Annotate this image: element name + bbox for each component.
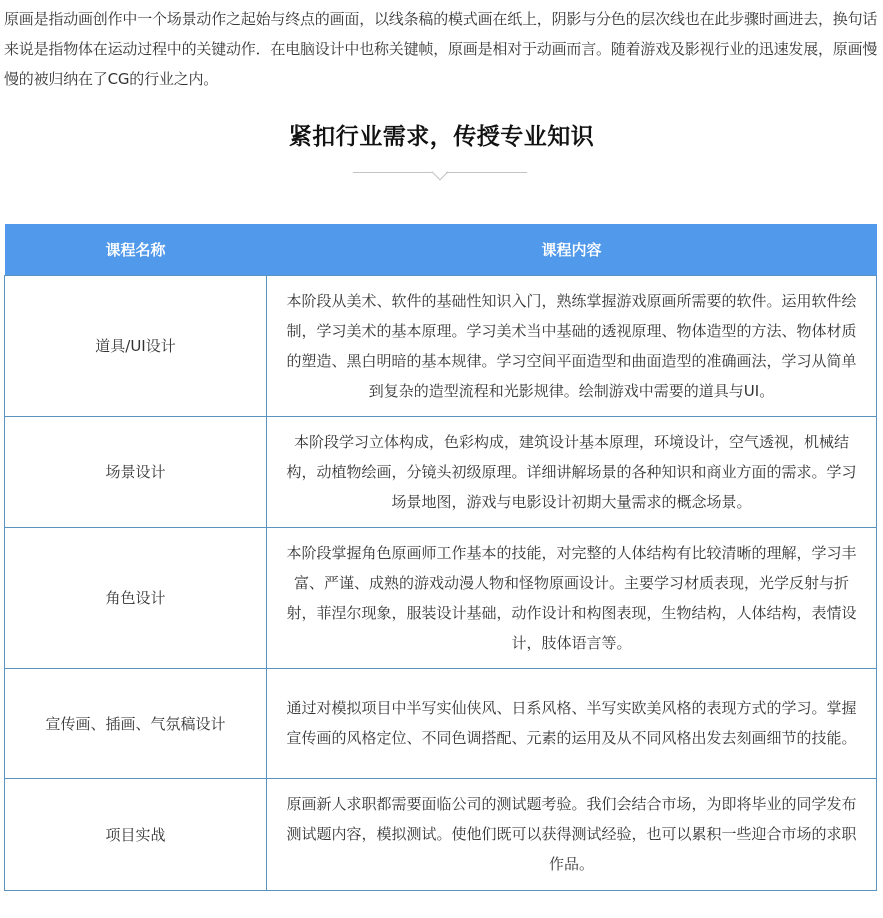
course-content-cell: 本阶段掌握角色原画师工作基本的技能，对完整的人体结构有比较清晰的理解，学习丰富、严谨、成熟的游戏动漫人物和怪物原画设计。主要学习材质表现，光学反射与折射，菲涅尔现象，服装设计基础，动作设计和构图表现，生物结构，人体结构，表情设计，肢体语言等。 xyxy=(267,527,877,668)
course-table xyxy=(4,224,877,891)
course-name-cell: 道具/UI设计 xyxy=(5,275,267,416)
course-name-cell: 角色设计 xyxy=(5,527,267,668)
table-row xyxy=(5,416,877,527)
header-course-name: 课程名称 xyxy=(5,224,267,275)
table-row xyxy=(5,668,877,778)
course-content-cell: 本阶段从美术、软件的基础性知识入门，熟练掌握游戏原画所需要的软件。运用软件绘制，学习美术的基本原理。学习美术当中基础的透视原理、物体造型的方法、物体材质的塑造、黑白明暗的基本规律。学习空间平面造型和曲面造型的准确画法，学习从简单到复杂的造型流程和光影规律。绘制游戏中需要的道具与UI。 xyxy=(267,275,877,416)
header-course-content: 课程内容 xyxy=(267,224,877,275)
course-content-cell: 原画新人求职都需要面临公司的测试题考验。我们会结合市场，为即将毕业的同学发布测试题内容，模拟测试。使他们既可以获得测试经验，也可以累积一些迎合市场的求职作品。 xyxy=(267,778,877,890)
title-divider xyxy=(353,172,527,184)
course-content-cell: 本阶段学习立体构成，色彩构成，建筑设计基本原理，环境设计，空气透视，机械结构，动植物绘画，分镜头初级原理。详细讲解场景的各种知识和商业方面的需求。学习场景地图，游戏与电影设计初期大量需求的概念场景。 xyxy=(267,416,877,527)
divider-line-right xyxy=(446,172,527,173)
course-name-cell: 场景设计 xyxy=(5,416,267,527)
table-row xyxy=(5,527,877,668)
divider-line-left xyxy=(353,172,434,173)
intro-paragraph: 原画是指动画创作中一个场景动作之起始与终点的画面，以线条稿的模式画在纸上，阴影与分色的层次线也在此步骤时画进去，换句话来说是指物体在运动过程中的关键动作．在电脑设计中也称关键帧，原画是相对于动画而言。随着游戏及影视行业的迅速发展，原画慢慢的被归纳在了CG的行业之内。 xyxy=(4,10,878,88)
course-name-cell: 项目实战 xyxy=(5,778,267,890)
course-name-cell: 宣传画、插画、气氛稿设计 xyxy=(5,668,267,778)
table-row xyxy=(5,778,877,890)
table-row xyxy=(5,275,877,416)
course-content-cell: 通过对模拟项目中半写实仙侠风、日系风格、半写实欧美风格的表现方式的学习。掌握宣传画的风格定位、不同色调搭配、元素的运用及从不同风格出发去刻画细节的技能。 xyxy=(267,668,877,778)
table-header-row xyxy=(5,224,877,275)
section-title: 紧扣行业需求，传授专业知识 xyxy=(288,124,595,150)
